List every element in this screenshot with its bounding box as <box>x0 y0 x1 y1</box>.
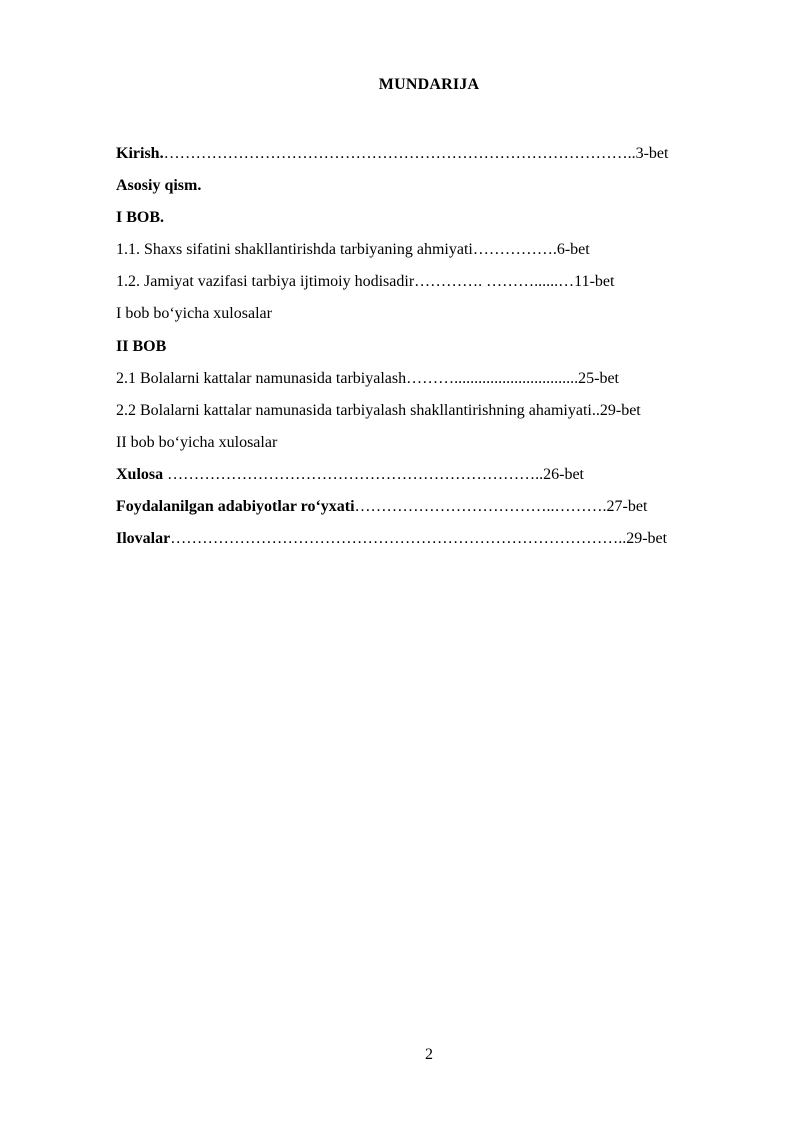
toc-entry-adabiyotlar <box>116 495 756 527</box>
toc-entry-label: II BOB <box>116 337 167 355</box>
toc-entry-page: 29-bet <box>599 401 641 419</box>
toc-entry-page: 25-bet <box>578 369 619 387</box>
toc-entry-label: 2.2 Bolalarni kattalar namunasida tarbiyalash shakllantirishning ahamiyati <box>116 401 592 419</box>
toc-entry-page: 6-bet <box>556 241 590 259</box>
toc-entry-label: Kirish. <box>116 145 164 162</box>
toc-entry-page: 29-bet <box>626 530 668 548</box>
toc-entry-label: Asosiy qism. <box>116 177 202 195</box>
toc-entry-asosiy-qism <box>116 174 756 206</box>
toc-entry-page: 26-bet <box>543 465 584 483</box>
toc-entry-ii-bob <box>116 335 756 367</box>
toc-entry-i-bob <box>116 206 756 238</box>
toc-entry-leader: …………………………………………………………………………….. <box>163 145 636 162</box>
toc-entry-xulosa <box>116 463 756 495</box>
toc-entry-2-2 <box>116 399 756 431</box>
toc-entry-page: 11-bet <box>574 273 615 291</box>
toc-entry-leader: …………………………………………………………….. <box>163 465 544 483</box>
toc-entry-label: II bob bo‘yicha xulosalar <box>116 433 278 451</box>
toc-entry-page: 27-bet <box>606 498 648 516</box>
toc-entry-1-2 <box>116 270 756 302</box>
toc-entry-label: 1.2. Jamiyat vazifasi tarbiya ijtimoiy hodisadir <box>116 273 415 291</box>
toc-entry-page: 3-bet <box>635 145 669 162</box>
toc-entry-i-bob-xulosalar <box>116 302 756 334</box>
toc-entry-leader: .. <box>591 401 600 419</box>
toc-entry-ii-bob-xulosalar <box>116 431 756 463</box>
toc-entry-1-1 <box>116 238 756 270</box>
toc-entry-label: 1.1. Shaxs sifatini shakllantirishda tarbiyaning ahmiyati <box>116 241 473 259</box>
page-number: 2 <box>425 1046 433 1063</box>
toc-entry-leader: ………………………………..………. <box>354 498 607 516</box>
toc-entry-leader: ……………. <box>472 241 557 259</box>
toc-entry-label: Xulosa <box>116 465 164 483</box>
toc-entry-label: I BOB. <box>116 209 165 227</box>
toc-entry-leader: ………............................... <box>406 369 579 387</box>
toc-entry-leader: …………. ………......… <box>414 273 575 291</box>
toc-entry-kirish <box>116 142 756 174</box>
toc-entry-label: Ilovalar <box>116 530 171 548</box>
toc-entry-label: I bob bo‘yicha xulosalar <box>116 305 272 323</box>
toc-entry-label: 2.1 Bolalarni kattalar namunasida tarbiyalash <box>116 369 407 387</box>
toc-entry-leader: ………………………………………………………………………….. <box>170 530 627 548</box>
page-title: MUNDARIJA <box>378 76 480 93</box>
toc-entry-2-1 <box>116 367 756 399</box>
toc-entry-label: Foydalanilgan adabiyotlar ro‘yxati <box>116 498 355 516</box>
toc-entry-ilovalar <box>116 527 756 559</box>
table-of-contents <box>116 142 756 559</box>
